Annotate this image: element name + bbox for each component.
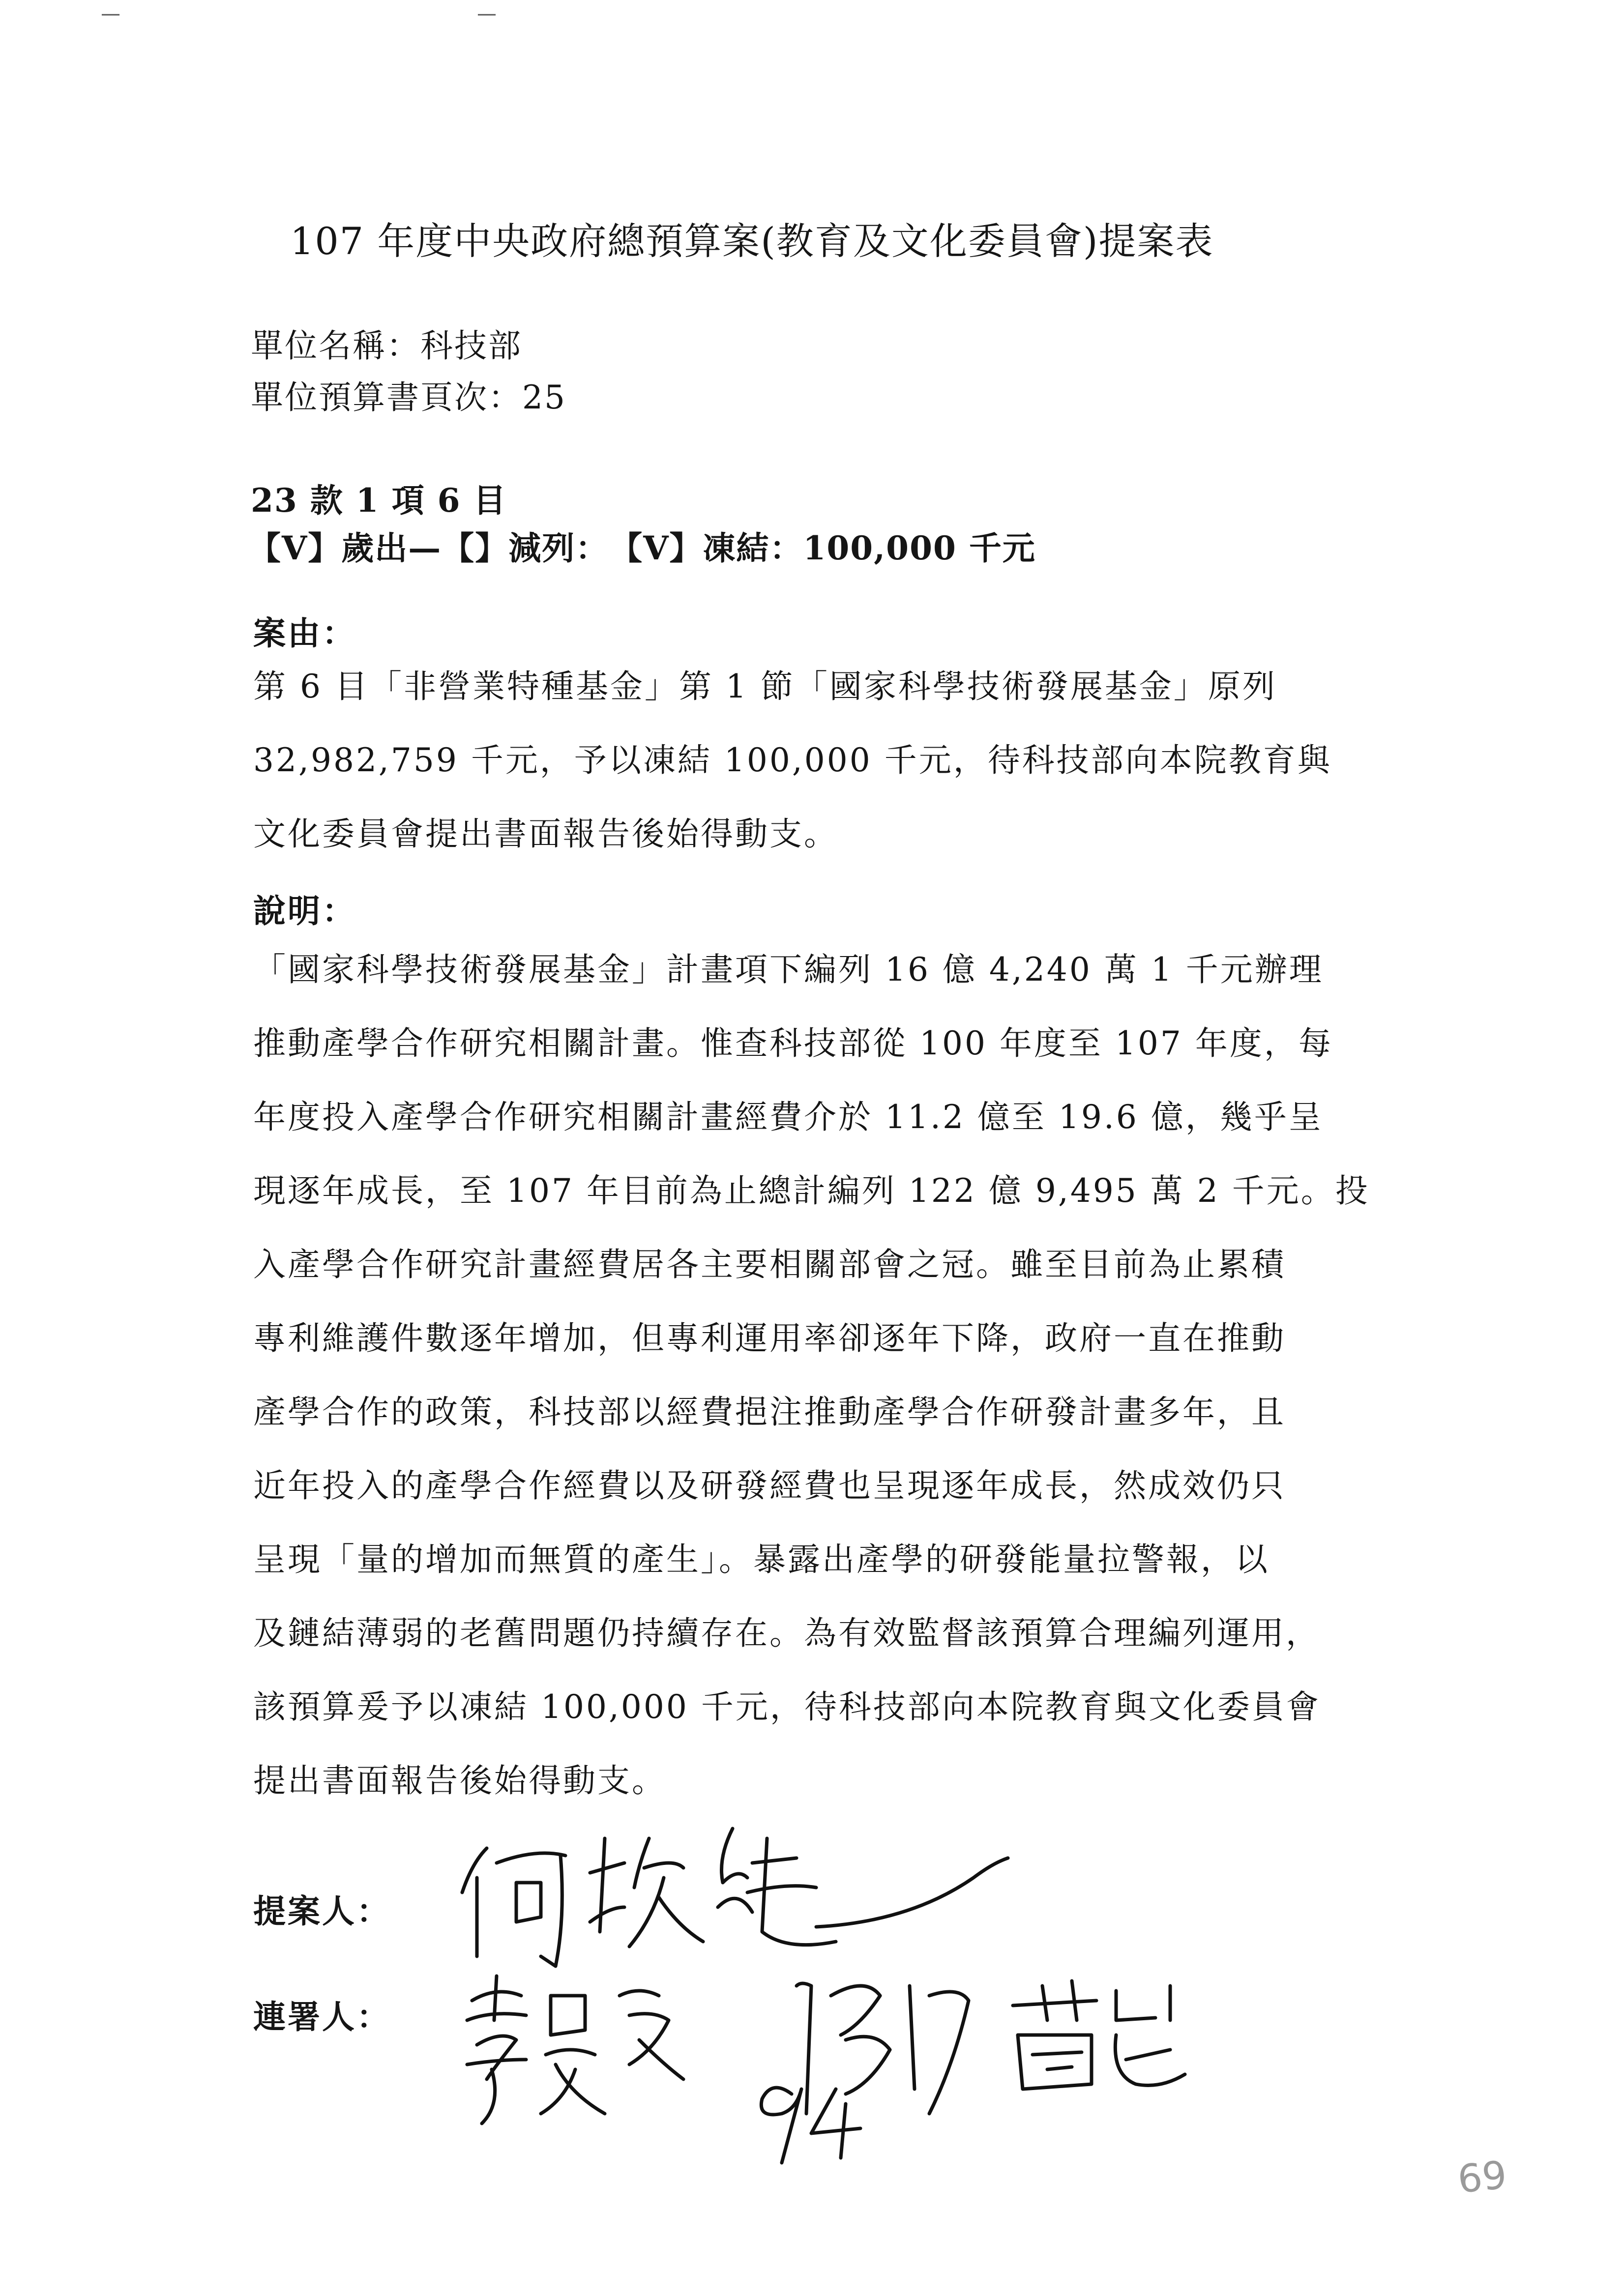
page-number: 69 [1455,2153,1509,2202]
explanation-line: 產學合作的政策，科技部以經費挹注推動產學合作研發計畫多年，且 [253,1393,1286,1431]
unit-budget-page: 單位預算書頁次：25 [251,378,566,416]
explanation-line: 推動產學合作研究相關計畫。惟查科技部從 100 年度至 107 年度，每 [253,1024,1333,1062]
explanation-label: 說明： [253,892,356,930]
document-title: 107 年度中央政府總預算案(教育及文化委員會)提案表 [290,219,1214,263]
explanation-line: 該預算爰予以凍結 100,000 千元，待科技部向本院教育與文化委員會 [253,1688,1321,1726]
reason-text [253,650,1414,871]
explanation-line: 現逐年成長，至 107 年目前為止總計編列 122 億 9,495 萬 2 千元。投 [253,1172,1370,1210]
proposer-label: 提案人： [253,1892,391,1930]
reason-label: 案由： [253,614,356,652]
budget-category: 【V】歲出—【】減列： 【V】凍結：100,000 千元 [248,529,1036,567]
reason-line: 32,982,759 千元，予以凍結 100,000 千元，待科技部向本院教育與 [253,741,1332,779]
explanation-line: 專利維護件數逐年增加，但專利運用率卻逐年下降，政府一直在推動 [253,1319,1286,1357]
reason-line: 文化委員會提出書面報告後始得動支。 [253,815,838,853]
explanation-text [253,933,1414,1818]
explanation-line: 及鏈結薄弱的老舊問題仍持續存在。為有效監督該預算合理編列運用， [253,1614,1320,1652]
cosigner-signatures [457,1966,1318,2173]
explanation-line: 近年投入的產學合作經費以及研發經費也呈現逐年成長，然成效仍只 [253,1467,1286,1505]
explanation-line: 提出書面報告後始得動支。 [253,1762,666,1800]
scan-mark-2: — [477,2,497,25]
explanation-line: 呈現「量的增加而無質的產生」。暴露出產學的研發能量拉警報，以 [253,1540,1270,1578]
explanation-line: 入產學合作研究計畫經費居各主要相關部會之冠。雖至目前為止累積 [253,1246,1286,1283]
budget-item: 23 款 1 項 6 目 [251,481,507,520]
explanation-line: 「國家科學技術發展基金」計畫項下編列 16 億 4,240 萬 1 千元辦理 [253,951,1324,988]
explanation-line: 年度投入產學合作研究相關計畫經費介於 11.2 億至 19.6 億，幾乎呈 [253,1098,1323,1136]
proposer-signature [443,1809,1033,1971]
scan-mark-1: — [101,2,120,25]
unit-name: 單位名稱：科技部 [251,327,522,365]
reason-line: 第 6 目「非營業特種基金」第 1 節「國家科學技術發展基金」原列 [253,668,1277,705]
cosigner-label: 連署人： [253,1998,391,2036]
